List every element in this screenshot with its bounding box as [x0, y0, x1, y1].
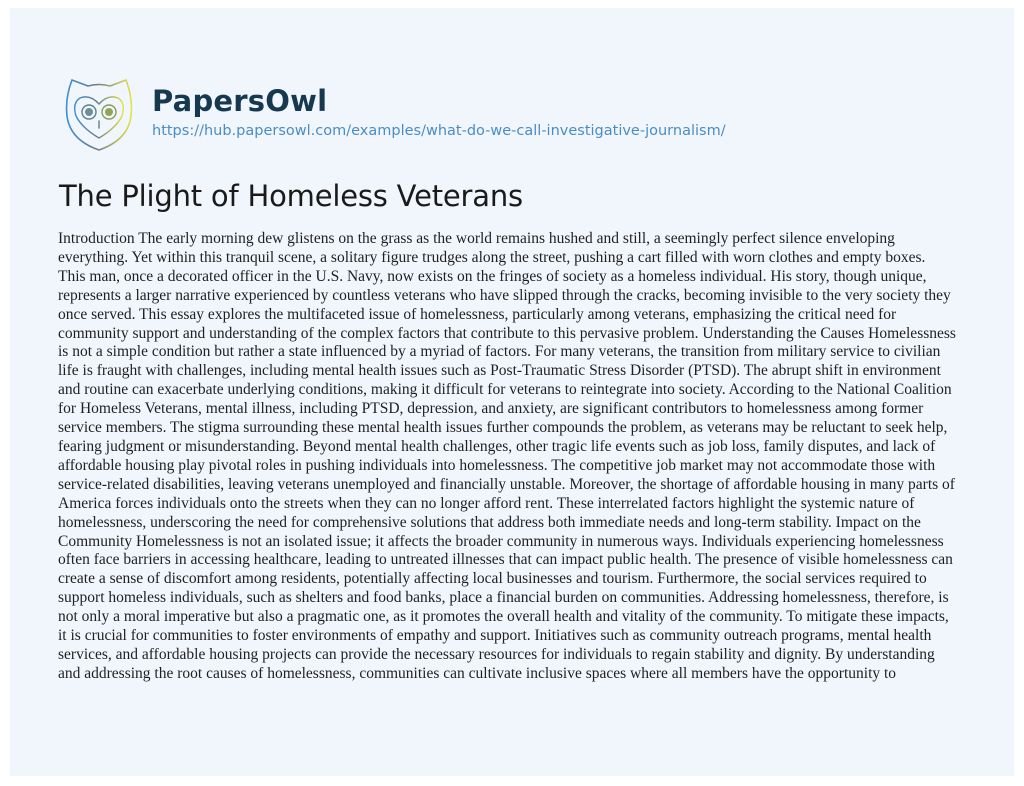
- essay-line: fearing judgment or misunderstanding. Beyond mental health challenges, other tragic life events such as job loss, family disputes, and lack of: [58, 437, 936, 455]
- page-title: The Plight of Homeless Veterans: [59, 179, 523, 213]
- essay-line: community support and understanding of the complex factors that contribute to this pervasive problem. Understanding the Causes Homelessness: [58, 324, 956, 342]
- essay-line: create a sense of discomfort among residents, potentially affecting local businesses and tourism. Furthermore, the social services required to: [58, 570, 927, 588]
- brand-name: PapersOwl: [152, 84, 328, 118]
- essay-line: not only a moral imperative but also a pragmatic one, as it promotes the overall health and vitality of the community. To mitigate these impacts,: [58, 608, 949, 626]
- document-card: [10, 8, 1014, 776]
- essay-line: America forces individuals onto the streets when they can no longer afford rent. These interrelated factors highlight the systemic nature of: [58, 494, 915, 512]
- essay-line: support homeless individuals, such as shelters and food banks, place a financial burden on communities. Addressing homelessness, therefore, is: [58, 589, 949, 607]
- essay-line: life is fraught with challenges, including mental health issues such as Post-Traumatic Stress Disorder (PTSD). The abrupt shift in environment: [58, 362, 941, 380]
- essay-line: Community Homelessness is not an isolated issue; it affects the broader community in numerous ways. Individuals experiencing homelessness: [58, 532, 944, 550]
- essay-line: homelessness, underscoring the need for comprehensive solutions that address both immediate needs and long-term stability. Impact on the: [58, 513, 921, 531]
- essay-line: service members. The stigma surrounding these mental health issues further compounds the problem, as veterans may be reluctant to seek help,: [58, 419, 948, 437]
- essay-line: Introduction The early morning dew glistens on the grass as the world remains hushed and still, a seemingly perfect silence enveloping: [58, 230, 895, 247]
- essay-line: and addressing the root causes of homelessness, communities can cultivate inclusive spaces where all members have the opportunity to: [58, 664, 897, 682]
- brand-block: [152, 84, 726, 140]
- essay-line: represents a larger narrative experienced by countless veterans who have slipped through the cracks, becoming invisible to the very society they: [58, 286, 951, 304]
- source-url-link[interactable]: https://hub.papersowl.com/examples/what-do-we-call-investigative-journalism/: [152, 123, 726, 139]
- essay-line: services, and affordable housing projects can provide the necessary resources for individuals to regain stability and dignity. By understanding: [58, 645, 935, 663]
- site-header: [60, 68, 726, 156]
- essay-line: it is crucial for communities to foster environments of empathy and support. Initiatives such as community outreach programs, mental health: [58, 627, 932, 645]
- owl-logo-icon[interactable]: [60, 68, 138, 156]
- essay-line: service-related disabilities, leaving veterans unemployed and financially unstable. Moreover, the shortage of affordable housing in many parts of: [58, 475, 955, 493]
- essay-line: often face barriers in accessing healthcare, leading to untreated illnesses that can impact public health. The presence of visible homelessness can: [58, 551, 953, 569]
- essay-line: and routine can exacerbate underlying conditions, making it difficult for veterans to reintegrate into society. According to the National Coalition: [58, 381, 952, 399]
- essay-body: [58, 230, 994, 684]
- essay-line: once served. This essay explores the multifaceted issue of homelessness, particularly among veterans, emphasizing the critical need for: [58, 305, 897, 323]
- essay-line: everything. Yet within this tranquil scene, a solitary figure trudges along the street, pushing a cart filled with worn clothes and empty boxes.: [58, 248, 926, 266]
- essay-line: for Homeless Veterans, mental illness, including PTSD, depression, and anxiety, are significant contributors to homelessness among former: [58, 400, 924, 418]
- essay-line: is not a simple condition but rather a state influenced by a myriad of factors. For many veterans, the transition from military service to civilian: [58, 343, 941, 361]
- essay-line: affordable housing play pivotal roles in pushing individuals into homelessness. The competitive job market may not accommodate those with: [58, 456, 936, 474]
- essay-line: This man, once a decorated officer in the U.S. Navy, now exists on the fringes of society as a homeless individual. His story, though unique,: [58, 267, 927, 285]
